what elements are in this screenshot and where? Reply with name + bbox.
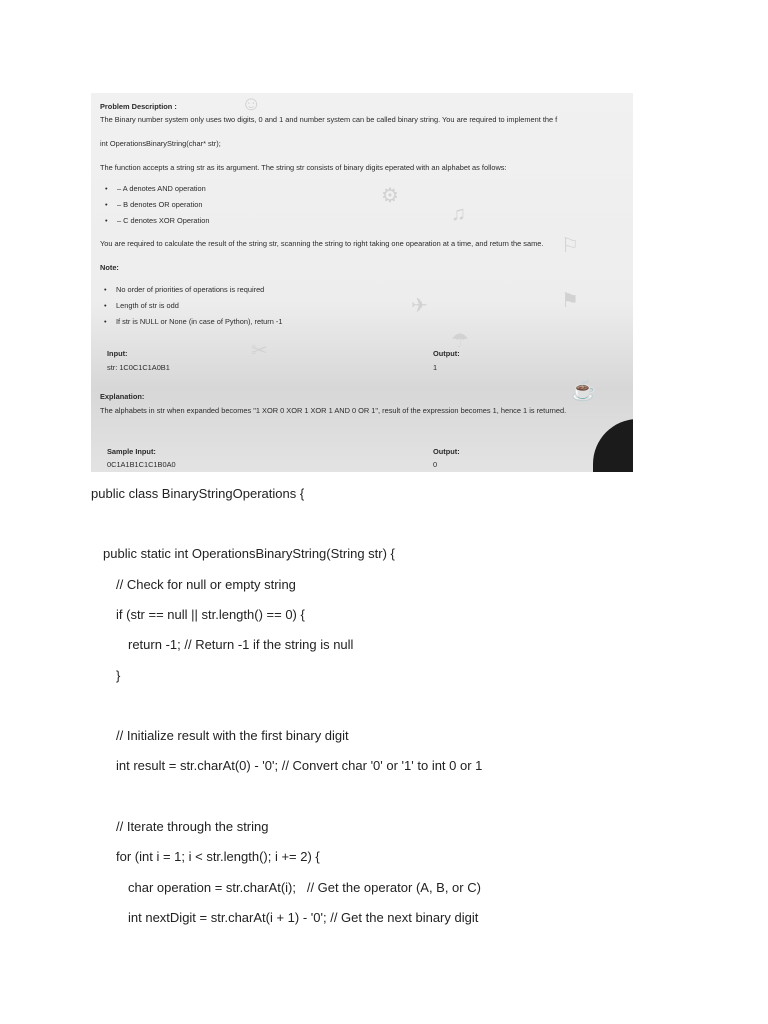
problem-heading: Problem Description : [100, 102, 177, 111]
accepts-text: The function accepts a string str as its argument. The string str consists of binary digits eperated with an alphabet as follows: [100, 163, 507, 172]
example1-input-value: str: 1C0C1C1A0B1 [107, 363, 170, 372]
function-signature: int OperationsBinaryString(char* str); [100, 139, 221, 148]
explanation-label: Explanation: [100, 392, 145, 401]
op-item: • – C denotes XOR Operation [117, 216, 209, 225]
code-line: char operation = str.charAt(i); // Get the operator (A, B, or C) [128, 880, 481, 895]
note-item: • If str is NULL or None (in case of Python), return -1 [116, 317, 283, 326]
code-line: // Check for null or empty string [116, 577, 296, 592]
watermark-icon: ☺ [241, 93, 262, 115]
note-heading: Note: [100, 263, 119, 272]
code-line: return -1; // Return -1 if the string is null [128, 637, 354, 652]
problem-intro: The Binary number system only uses two digits, 0 and 1 and number system can be called binary string. You are required to implement the f [100, 115, 558, 124]
example1-output-value: 1 [433, 363, 438, 372]
example2-input-label: Sample Input: [107, 447, 156, 456]
example2-output-label: Output: [433, 447, 460, 456]
code-line: int nextDigit = str.charAt(i + 1) - '0'; // Get the next binary digit [128, 910, 479, 925]
code-line: public static int OperationsBinaryString(String str) { [103, 546, 395, 561]
note-item: • No order of priorities of operations is required [116, 285, 264, 294]
example1-output-label: Output: [433, 349, 460, 358]
required-text: You are required to calculate the result of the string str, scanning the string to right taking one opearation at a time, and return the same. [100, 239, 544, 248]
watermark-icon: ♫ [451, 203, 466, 225]
code-line: public class BinaryStringOperations { [91, 486, 305, 501]
code-line: int result = str.charAt(0) - '0'; // Convert char '0' or '1' to int 0 or 1 [116, 758, 483, 773]
code-line: // Initialize result with the first binary digit [116, 728, 349, 743]
watermark-icon: ✂ [251, 340, 268, 362]
code-line: } [116, 668, 121, 683]
watermark-icon: ✈ [411, 295, 428, 317]
example1-input-label: Input: [107, 349, 128, 358]
video-overlay-shape [593, 419, 633, 472]
explanation-text: The alphabets in str when expanded becomes "1 XOR 0 XOR 1 XOR 1 AND 0 OR 1", result of the expression becomes 1, hence 1 is returned. [100, 406, 567, 415]
op-item: • – B denotes OR operation [117, 200, 202, 209]
code-line: // Iterate through the string [116, 819, 269, 834]
op-item: • – A denotes AND operation [117, 184, 206, 193]
note-item: • Length of str is odd [116, 301, 179, 310]
problem-screenshot [91, 93, 633, 472]
watermark-icon: ⚑ [561, 290, 579, 312]
example2-input-value: 0C1A1B1C1C1B0A0 [107, 460, 176, 469]
watermark-icon: ⚙ [381, 185, 399, 207]
watermark-icon: ☂ [451, 330, 469, 352]
example2-output-value: 0 [433, 460, 438, 469]
watermark-icon: ☕ [571, 380, 596, 402]
code-line: if (str == null || str.length() == 0) { [116, 607, 305, 622]
code-line: for (int i = 1; i < str.length(); i += 2) { [116, 849, 320, 864]
watermark-icon: ⚐ [561, 235, 579, 257]
